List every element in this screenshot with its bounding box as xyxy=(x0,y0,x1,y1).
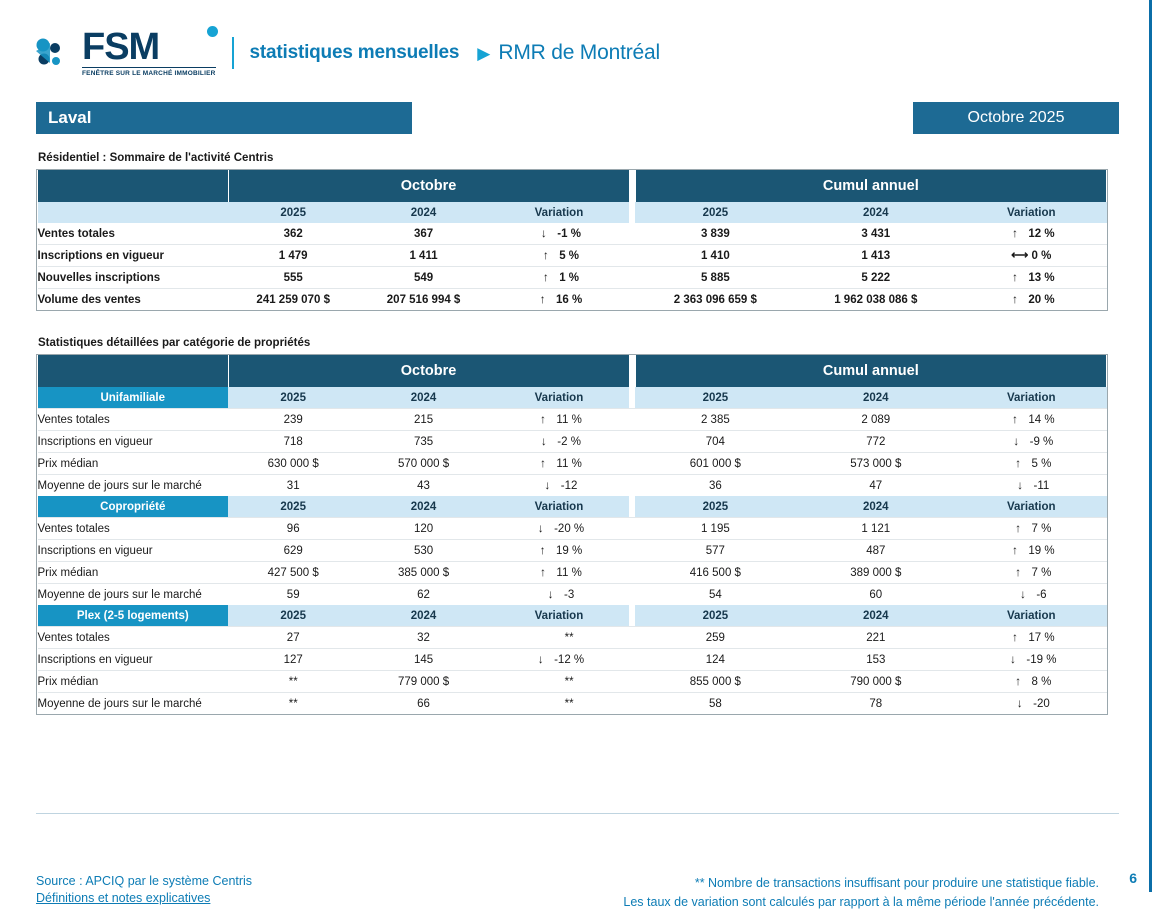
cell-ytd-2024: 47 xyxy=(796,475,956,497)
row-label: Volume des ventes xyxy=(38,289,229,311)
arrow-up-icon: ↑ xyxy=(1011,412,1018,426)
detail-table-wrapper xyxy=(36,354,1108,715)
cell-month-2024: 779 000 $ xyxy=(358,671,488,693)
category-header-row xyxy=(38,387,1107,409)
detail-col-m-2025: 2025 xyxy=(228,387,358,409)
arrow-up-icon: ↑ xyxy=(1011,226,1018,240)
cell-month-2024: 1 411 xyxy=(358,245,488,267)
cell-ytd-variation: ↑ 14 % xyxy=(956,409,1106,431)
arrow-down-icon: ↓ xyxy=(540,434,547,448)
cell-ytd-2025: 2 363 096 659 $ xyxy=(635,289,795,311)
summary-group-blank xyxy=(38,170,229,202)
cell-month-variation: ↓ -20 % xyxy=(489,518,629,540)
fsm-logo-icon xyxy=(30,33,76,73)
cell-month-2024: 32 xyxy=(358,627,488,649)
row-label: Prix médian xyxy=(38,671,229,693)
cell-month-2025: 31 xyxy=(228,475,358,497)
cell-ytd-2025: 1 195 xyxy=(635,518,795,540)
cell-ytd-2024: 389 000 $ xyxy=(796,562,956,584)
cell-ytd-variation: ↓ -6 xyxy=(956,584,1106,606)
footer-notes-block xyxy=(623,874,1099,912)
definitions-link[interactable]: Définitions et notes explicatives xyxy=(36,891,211,905)
cell-ytd-variation: ↑ 8 % xyxy=(956,671,1106,693)
category-header-row xyxy=(38,605,1107,627)
cell-ytd-2025: 124 xyxy=(635,649,795,671)
table-row xyxy=(38,267,1107,289)
detail-col-y-var: Variation xyxy=(956,605,1106,627)
cell-month-variation: ↓ -12 % xyxy=(489,649,629,671)
cell-ytd-2024: 1 413 xyxy=(796,245,956,267)
cell-month-variation: ↓ -3 xyxy=(489,584,629,606)
header-tagline: statistiques mensuelles xyxy=(249,42,460,63)
cell-month-2025: 718 xyxy=(228,431,358,453)
cell-month-2024: 43 xyxy=(358,475,488,497)
summary-caption: Résidentiel : Sommaire de l'activité Centris xyxy=(38,152,274,164)
cell-ytd-variation: ↓ -9 % xyxy=(956,431,1106,453)
table-row xyxy=(38,584,1107,606)
row-label: Prix médian xyxy=(38,562,229,584)
cell-ytd-2025: 36 xyxy=(635,475,795,497)
cell-month-2024: 66 xyxy=(358,693,488,715)
arrow-down-icon: ↓ xyxy=(544,478,551,492)
cell-ytd-2024: 772 xyxy=(796,431,956,453)
cell-month-variation: ↓ -12 xyxy=(489,475,629,497)
cell-month-variation: ↓ -2 % xyxy=(489,431,629,453)
row-label: Ventes totales xyxy=(38,627,229,649)
cell-ytd-2024: 221 xyxy=(796,627,956,649)
footer-note-1: ** Nombre de transactions insuffisant pour produire une statistique fiable. xyxy=(694,876,1099,890)
arrow-down-icon: ↓ xyxy=(1016,696,1023,710)
cell-ytd-2025: 54 xyxy=(635,584,795,606)
summary-group-month: Octobre xyxy=(228,170,629,202)
row-label: Inscriptions en vigueur xyxy=(38,540,229,562)
cell-month-2025: 241 259 070 $ xyxy=(228,289,358,311)
arrow-up-icon: ↑ xyxy=(1011,292,1018,306)
detail-col-y-var: Variation xyxy=(956,387,1106,409)
cell-month-2025: 1 479 xyxy=(228,245,358,267)
row-label: Inscriptions en vigueur xyxy=(38,245,229,267)
detail-group-ytd: Cumul annuel xyxy=(635,355,1106,387)
arrow-down-icon: ↓ xyxy=(547,587,554,601)
header-region: RMR de Montréal xyxy=(498,41,660,64)
summary-col-m-2025: 2025 xyxy=(228,202,358,223)
cell-month-2024: 145 xyxy=(358,649,488,671)
detail-col-m-2025: 2025 xyxy=(228,496,358,518)
page-header xyxy=(0,0,1149,84)
arrow-down-icon: ↓ xyxy=(1013,434,1020,448)
arrow-down-icon: ↓ xyxy=(1019,587,1026,601)
cell-ytd-variation: ↑ 20 % xyxy=(956,289,1106,311)
cell-month-2024: 207 516 994 $ xyxy=(358,289,488,311)
detail-col-y-2024: 2024 xyxy=(796,387,956,409)
table-row xyxy=(38,693,1107,715)
row-label: Ventes totales xyxy=(38,518,229,540)
detail-col-y-2025: 2025 xyxy=(635,496,795,518)
cell-month-variation: ↑ 5 % xyxy=(489,245,629,267)
footer-source: Source : APCIQ par le système Centris xyxy=(36,874,253,888)
row-label: Prix médian xyxy=(38,453,229,475)
cell-ytd-2024: 1 962 038 086 $ xyxy=(796,289,956,311)
arrow-up-icon: ↑ xyxy=(1015,456,1022,470)
cell-month-2025: 630 000 $ xyxy=(228,453,358,475)
detail-col-m-var: Variation xyxy=(489,496,629,518)
cell-ytd-2025: 577 xyxy=(635,540,795,562)
summary-body xyxy=(38,223,1107,310)
cell-ytd-2025: 2 385 xyxy=(635,409,795,431)
table-row xyxy=(38,475,1107,497)
summary-col-m-2024: 2024 xyxy=(358,202,488,223)
detail-group-header-row xyxy=(38,355,1107,387)
cell-ytd-variation: ↓ -19 % xyxy=(956,649,1106,671)
footer-divider xyxy=(36,813,1119,814)
cell-ytd-2024: 790 000 $ xyxy=(796,671,956,693)
table-row xyxy=(38,518,1107,540)
row-label: Moyenne de jours sur le marché xyxy=(38,475,229,497)
detail-col-y-2024: 2024 xyxy=(796,605,956,627)
summary-col-y-2025: 2025 xyxy=(635,202,795,223)
cell-ytd-2024: 573 000 $ xyxy=(796,453,956,475)
footer-note-2: Les taux de variation sont calculés par rapport à la même période l'année précédente. xyxy=(623,894,1099,909)
arrow-up-icon: ↑ xyxy=(539,543,546,557)
category-header-row xyxy=(38,496,1107,518)
category-name: Plex (2-5 logements) xyxy=(38,605,229,627)
cell-ytd-2024: 153 xyxy=(796,649,956,671)
table-row xyxy=(38,431,1107,453)
cell-ytd-2024: 487 xyxy=(796,540,956,562)
arrow-up-icon: ↑ xyxy=(1011,543,1018,557)
arrow-up-icon: ↑ xyxy=(1011,270,1018,284)
cell-month-2024: 120 xyxy=(358,518,488,540)
cell-month-2024: 530 xyxy=(358,540,488,562)
cell-month-2025: 427 500 $ xyxy=(228,562,358,584)
arrow-up-icon: ↑ xyxy=(540,412,547,426)
table-row xyxy=(38,453,1107,475)
cell-month-variation: ** xyxy=(489,693,629,715)
cell-ytd-variation: ↑ 7 % xyxy=(956,562,1106,584)
cell-month-2024: 570 000 $ xyxy=(358,453,488,475)
logo-sub-text: FENÊTRE SUR LE MARCHÉ IMMOBILIER xyxy=(82,67,216,77)
cell-ytd-variation: ↑ 5 % xyxy=(956,453,1106,475)
arrow-down-icon: ↓ xyxy=(537,521,544,535)
logo-main-text: FSM xyxy=(82,29,216,65)
table-row xyxy=(38,562,1107,584)
table-row xyxy=(38,540,1107,562)
cell-month-2025: 239 xyxy=(228,409,358,431)
cell-month-2025: 27 xyxy=(228,627,358,649)
cell-month-variation: ↑ 16 % xyxy=(489,289,629,311)
arrow-up-icon: ↑ xyxy=(542,248,549,262)
city-title: Laval xyxy=(36,102,412,134)
period-title: Octobre 2025 xyxy=(913,102,1119,134)
arrow-up-icon: ↑ xyxy=(1015,521,1022,535)
summary-table xyxy=(37,170,1107,310)
summary-group-ytd: Cumul annuel xyxy=(635,170,1106,202)
row-label: Ventes totales xyxy=(38,409,229,431)
cell-ytd-variation: ↑ 12 % xyxy=(956,223,1106,245)
arrow-down-icon: ↓ xyxy=(540,226,547,240)
row-label: Ventes totales xyxy=(37,227,115,240)
detail-table xyxy=(37,355,1107,714)
category-name: Copropriété xyxy=(38,496,229,518)
cell-month-variation: ↑ 11 % xyxy=(489,453,629,475)
arrow-flat-icon: ⟷ xyxy=(1011,248,1028,262)
cell-month-2024: 215 xyxy=(358,409,488,431)
summary-col-blank xyxy=(38,202,229,223)
row-label: Inscriptions en vigueur xyxy=(38,649,229,671)
arrow-up-icon: ↑ xyxy=(540,565,547,579)
detail-col-m-var: Variation xyxy=(489,387,629,409)
table-row xyxy=(38,223,1107,245)
cell-ytd-2024: 2 089 xyxy=(796,409,956,431)
arrow-up-icon: ↑ xyxy=(539,292,546,306)
cell-ytd-2024: 60 xyxy=(796,584,956,606)
row-label: Moyenne de jours sur le marché xyxy=(38,584,229,606)
arrow-up-icon: ↑ xyxy=(542,270,549,284)
row-label: Nouvelles inscriptions xyxy=(38,267,229,289)
cell-ytd-2025: 1 410 xyxy=(635,245,795,267)
cell-month-2024: 62 xyxy=(358,584,488,606)
cell-month-variation: ↓ -1 % xyxy=(489,223,629,245)
table-row xyxy=(38,409,1107,431)
cell-ytd-2025: 3 839 xyxy=(700,227,730,240)
cell-ytd-2025: 601 000 $ xyxy=(635,453,795,475)
cell-ytd-2024: 5 222 xyxy=(796,267,956,289)
summary-col-y-2024: 2024 xyxy=(796,202,956,223)
cell-ytd-2025: 704 xyxy=(635,431,795,453)
detail-col-m-var: Variation xyxy=(489,605,629,627)
arrow-down-icon: ↓ xyxy=(1017,478,1024,492)
cell-ytd-2025: 416 500 $ xyxy=(635,562,795,584)
table-row xyxy=(38,245,1107,267)
detail-group-month: Octobre xyxy=(228,355,629,387)
table-row xyxy=(38,289,1107,311)
cell-ytd-variation: ⟷ 0 % xyxy=(956,245,1106,267)
table-row xyxy=(38,649,1107,671)
summary-table-wrapper xyxy=(36,169,1108,311)
cell-month-2024: 735 xyxy=(358,431,488,453)
detail-group-blank xyxy=(38,355,229,387)
summary-col-m-var: Variation xyxy=(489,202,629,223)
cell-month-variation: ** xyxy=(489,627,629,649)
detail-col-m-2024: 2024 xyxy=(358,605,488,627)
detail-col-y-var: Variation xyxy=(956,496,1106,518)
cell-ytd-variation: ↑ 13 % xyxy=(956,267,1106,289)
cell-month-variation: ** xyxy=(489,671,629,693)
detail-col-m-2024: 2024 xyxy=(358,387,488,409)
cell-month-2025: 127 xyxy=(228,649,358,671)
cell-month-2025: 555 xyxy=(228,267,358,289)
right-triangle-icon: ▶ xyxy=(477,43,491,63)
cell-month-2025: 96 xyxy=(228,518,358,540)
detail-col-y-2025: 2025 xyxy=(635,605,795,627)
cell-ytd-2025: 259 xyxy=(635,627,795,649)
title-bar xyxy=(36,102,1119,134)
cell-ytd-variation: ↑ 7 % xyxy=(956,518,1106,540)
cell-month-variation: ↑ 11 % xyxy=(489,409,629,431)
cell-month-2024: 385 000 $ xyxy=(358,562,488,584)
category-name: Unifamiliale xyxy=(38,387,229,409)
cell-month-2024: 367 xyxy=(413,227,434,240)
detail-col-y-2024: 2024 xyxy=(796,496,956,518)
table-row xyxy=(38,671,1107,693)
summary-col-y-var: Variation xyxy=(956,202,1106,223)
detail-col-m-2025: 2025 xyxy=(228,605,358,627)
detail-col-y-2025: 2025 xyxy=(635,387,795,409)
cell-month-2025: ** xyxy=(228,693,358,715)
arrow-up-icon: ↑ xyxy=(1015,674,1022,688)
cell-month-2025: 59 xyxy=(228,584,358,606)
cell-ytd-2025: 5 885 xyxy=(635,267,795,289)
footer-source-block xyxy=(36,874,252,905)
cell-month-2025: ** xyxy=(228,671,358,693)
cell-month-2025: 629 xyxy=(228,540,358,562)
table-row xyxy=(38,627,1107,649)
cell-ytd-2025: 58 xyxy=(635,693,795,715)
fsm-wordmark xyxy=(82,26,216,77)
cell-ytd-variation: ↓ -11 xyxy=(956,475,1106,497)
cell-month-variation: ↑ 1 % xyxy=(489,267,629,289)
page-number: 6 xyxy=(1129,870,1137,886)
summary-col-header-row xyxy=(38,202,1107,223)
detail-body xyxy=(38,387,1107,714)
logo-dot-icon xyxy=(207,26,218,37)
cell-ytd-variation: ↓ -20 xyxy=(956,693,1106,715)
detail-col-m-2024: 2024 xyxy=(358,496,488,518)
cell-ytd-variation: ↑ 17 % xyxy=(956,627,1106,649)
cell-ytd-variation: ↑ 19 % xyxy=(956,540,1106,562)
row-label: Inscriptions en vigueur xyxy=(38,431,229,453)
cell-month-variation: ↑ 11 % xyxy=(489,562,629,584)
arrow-up-icon: ↑ xyxy=(540,456,547,470)
cell-ytd-2024: 78 xyxy=(796,693,956,715)
detail-caption: Statistiques détaillées par catégorie de propriétés xyxy=(38,337,311,349)
summary-group-header-row xyxy=(38,170,1107,202)
row-label: Moyenne de jours sur le marché xyxy=(38,693,229,715)
header-divider xyxy=(232,37,234,69)
arrow-up-icon: ↑ xyxy=(1015,565,1022,579)
arrow-down-icon: ↓ xyxy=(1010,652,1017,666)
arrow-up-icon: ↑ xyxy=(1011,630,1018,644)
arrow-down-icon: ↓ xyxy=(537,652,544,666)
cell-ytd-2024: 3 431 xyxy=(861,227,891,240)
cell-month-variation: ↑ 19 % xyxy=(489,540,629,562)
cell-ytd-2024: 1 121 xyxy=(796,518,956,540)
cell-ytd-2025: 855 000 $ xyxy=(635,671,795,693)
cell-month-2025: 362 xyxy=(283,227,303,240)
cell-month-2024: 549 xyxy=(358,267,488,289)
